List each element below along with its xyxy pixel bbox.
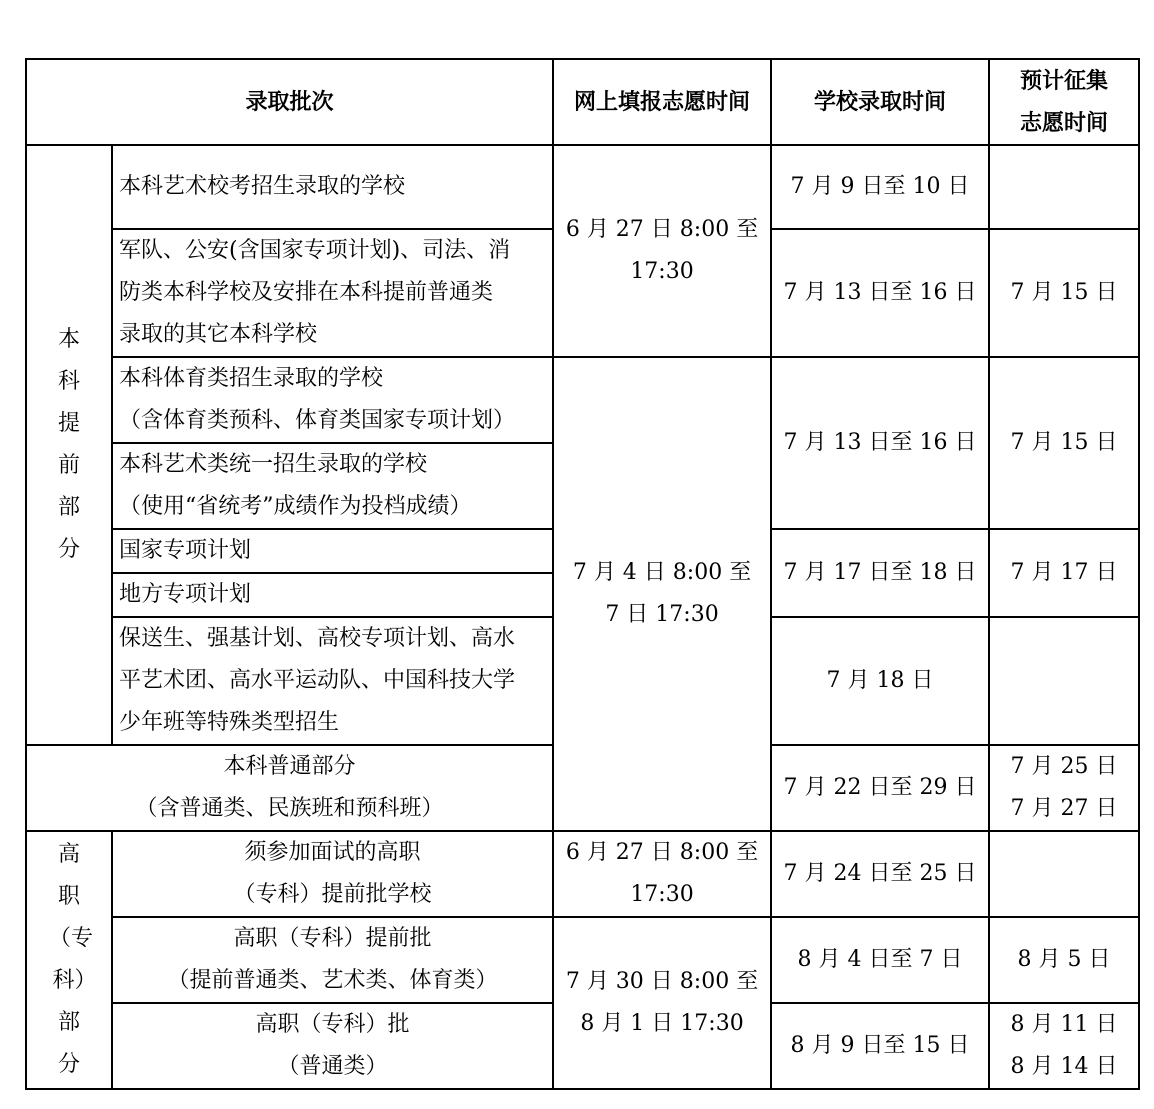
- table-row: [26, 145, 1139, 229]
- batch-art-school-exam: 本科艺术校考招生录取的学校: [112, 145, 553, 229]
- admission-time: 7 月 17 日至 18 日: [771, 529, 989, 617]
- batch-sports: 本科体育类招生录取的学校 （含体育类预科、体育类国家专项计划）: [112, 357, 553, 443]
- header-school-admission: 学校录取时间: [771, 59, 989, 145]
- fill-time-3: 6 月 27 日 8:00 至 17:30: [553, 831, 771, 917]
- header-row: [26, 59, 1139, 145]
- batch-local-special: 地方专项计划: [112, 573, 553, 617]
- solicit-time: 8 月 11 日 8 月 14 日: [989, 1003, 1139, 1089]
- admission-time: 7 月 22 日至 29 日: [771, 745, 989, 831]
- admission-time: 8 月 4 日至 7 日: [771, 917, 989, 1003]
- header-solicit-line2: 志愿时间: [1020, 110, 1109, 136]
- solicit-time: 7 月 15 日: [989, 357, 1139, 529]
- solicit-time: [989, 145, 1139, 229]
- batch-vocational-interview: 须参加面试的高职 （专科）提前批学校: [112, 831, 553, 917]
- admission-time: 7 月 24 日至 25 日: [771, 831, 989, 917]
- batch-art-unified: 本科艺术类统一招生录取的学校 （使用“省统考”成绩作为投档成绩）: [112, 443, 553, 529]
- batch-special-types: 保送生、强基计划、高校专项计划、高水 平艺术团、高水平运动队、中国科技大学 少年班等特殊类型招生: [112, 617, 553, 745]
- batch-national-special: 国家专项计划: [112, 529, 553, 573]
- admission-time: 7 月 13 日至 16 日: [771, 357, 989, 529]
- solicit-time: 8 月 5 日: [989, 917, 1139, 1003]
- batch-vocational-regular: 高职（专科）批 （普通类）: [112, 1003, 553, 1089]
- table-row: [26, 831, 1139, 917]
- group-vocational: 高职（专科）部分: [26, 831, 112, 1089]
- table-row: [26, 917, 1139, 1003]
- admission-time: 8 月 9 日至 15 日: [771, 1003, 989, 1089]
- solicit-time: 7 月 17 日: [989, 529, 1139, 617]
- header-batch: 录取批次: [26, 59, 553, 145]
- group-early-undergrad: 本科提前部分: [26, 145, 112, 745]
- table-row: [26, 357, 1139, 443]
- admission-time: 7 月 13 日至 16 日: [771, 229, 989, 357]
- fill-time-4: 7 月 30 日 8:00 至 8 月 1 日 17:30: [553, 917, 771, 1089]
- batch-military-police: 军队、公安(含国家专项计划)、司法、消 防类本科学校及安排在本科提前普通类 录取的其它本科学校: [112, 229, 553, 357]
- admission-time: 7 月 18 日: [771, 617, 989, 745]
- batch-vocational-early: 高职（专科）提前批 （提前普通类、艺术类、体育类）: [112, 917, 553, 1003]
- fill-time-1: 6 月 27 日 8:00 至 17:30: [553, 145, 771, 357]
- solicit-time: [989, 617, 1139, 745]
- solicit-time: 7 月 25 日 7 月 27 日: [989, 745, 1139, 831]
- admission-time: 7 月 9 日至 10 日: [771, 145, 989, 229]
- solicit-time: 7 月 15 日: [989, 229, 1139, 357]
- solicit-time: [989, 831, 1139, 917]
- header-solicit: [989, 59, 1139, 145]
- header-online-fill: 网上填报志愿时间: [553, 59, 771, 145]
- admission-schedule-table: [25, 58, 1140, 1090]
- header-solicit-line1: 预计征集: [1020, 68, 1109, 94]
- group-regular-undergrad: 本科普通部分 （含普通类、民族班和预科班）: [26, 745, 553, 831]
- fill-time-2: 7 月 4 日 8:00 至 7 日 17:30: [553, 357, 771, 831]
